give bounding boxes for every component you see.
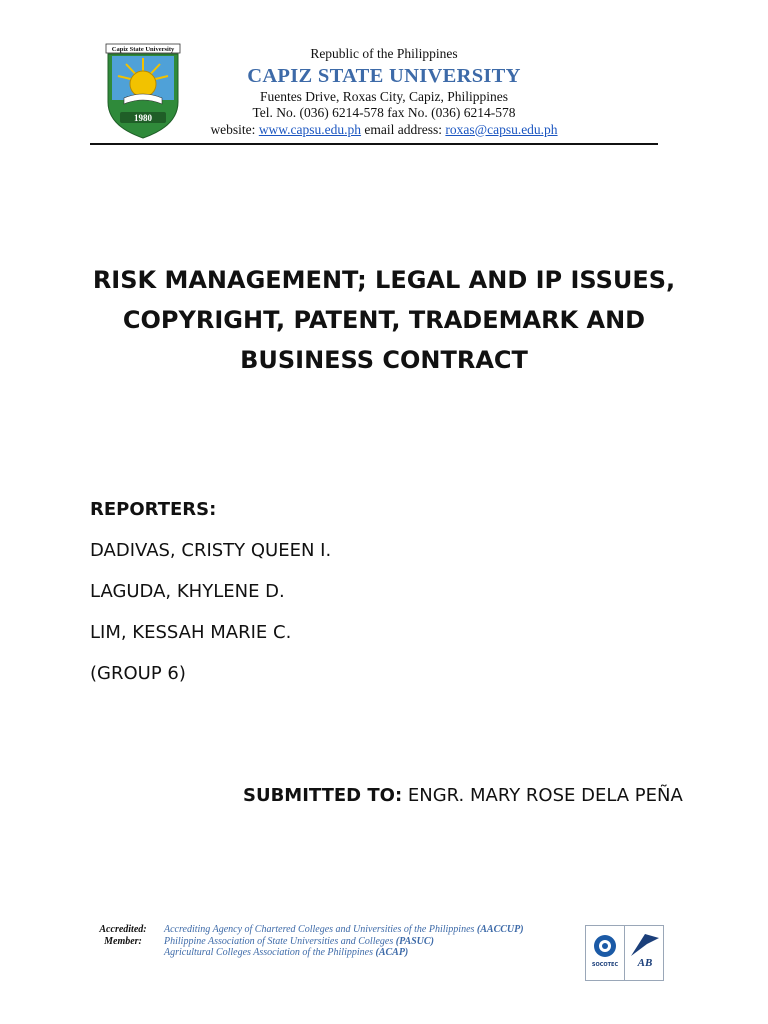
socotec-certification-logo bbox=[585, 925, 625, 981]
logo-year: 1980 bbox=[134, 113, 152, 123]
footer-org-abbr: (ACAP) bbox=[375, 947, 409, 958]
submitted-to bbox=[243, 785, 683, 806]
footer-org-text: Accrediting Agency of Chartered Colleges and Universities of the Philippines bbox=[164, 924, 477, 935]
contact-line bbox=[180, 122, 588, 139]
footer-org-abbr: (AACCUP) bbox=[476, 924, 524, 935]
reporter-name: DADIVAS, CRISTY QUEEN I. bbox=[90, 540, 332, 561]
country-line: Republic of the Philippines bbox=[310, 46, 458, 61]
cert1-label: SOCOTEC bbox=[591, 962, 619, 968]
footer-org bbox=[164, 924, 564, 936]
group-label: (GROUP 6) bbox=[90, 663, 186, 684]
footer-org-list bbox=[164, 924, 564, 959]
reporters-heading: REPORTERS: bbox=[90, 499, 217, 520]
website-link[interactable]: www.capsu.edu.ph bbox=[258, 121, 362, 137]
footer-org bbox=[164, 947, 564, 959]
document-title bbox=[70, 260, 698, 380]
university-name: CAPIZ STATE UNIVERSITY bbox=[247, 64, 521, 87]
address-line: Fuentes Drive, Roxas City, Capiz, Philippines bbox=[259, 88, 509, 104]
submitted-label: SUBMITTED TO: bbox=[243, 785, 403, 806]
ab-certification-logo bbox=[624, 925, 664, 981]
title-line-3: BUSINESS CONTRACT bbox=[240, 346, 528, 374]
website-label: website: bbox=[210, 121, 259, 137]
footer-org-text: Philippine Association of State Universities and Colleges bbox=[164, 935, 396, 947]
header-divider bbox=[90, 143, 658, 145]
reporter-name: LAGUDA, KHYLENE D. bbox=[90, 581, 285, 602]
email-link[interactable]: roxas@capsu.edu.ph bbox=[445, 121, 558, 137]
reporters-section bbox=[90, 496, 331, 701]
member-label: Member: bbox=[104, 935, 142, 947]
reporter-name: LIM, KESSAH MARIE C. bbox=[90, 622, 292, 643]
cert2-label: AB bbox=[637, 957, 653, 969]
accredited-label: Accredited: bbox=[99, 924, 147, 935]
email-label: email address: bbox=[361, 121, 446, 137]
letterhead bbox=[180, 46, 588, 138]
footer-org bbox=[164, 936, 564, 948]
footer-org-text: Agricultural Colleges Association of the Philippines bbox=[164, 947, 376, 958]
submitted-name: ENGR. MARY ROSE DELA PEÑA bbox=[402, 785, 683, 806]
phone-line: Tel. No. (036) 6214-578 fax No. (036) 6214-578 bbox=[252, 105, 516, 120]
title-line-2: COPYRIGHT, PATENT, TRADEMARK AND bbox=[122, 306, 646, 334]
logo-banner-text: Capiz State University bbox=[111, 46, 175, 53]
university-logo bbox=[104, 42, 182, 140]
footer-org-abbr: (PASUC) bbox=[395, 935, 434, 947]
footer-labels bbox=[92, 924, 154, 947]
title-line-1: RISK MANAGEMENT; LEGAL AND IP ISSUES, bbox=[92, 266, 676, 294]
